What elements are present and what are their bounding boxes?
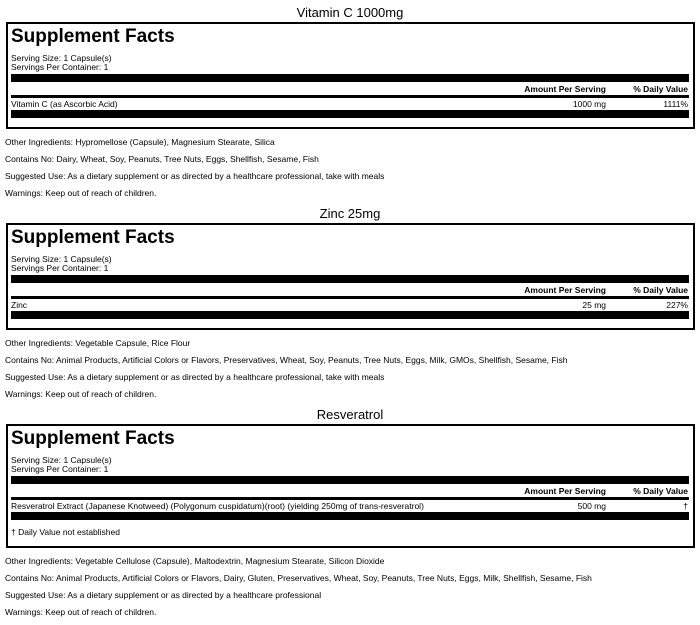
thick-divider: [11, 275, 689, 283]
serving-size: Serving Size: 1 Capsule(s): [11, 53, 112, 63]
nutrient-daily-value: 1111%: [663, 99, 688, 109]
serving-size: Serving Size: 1 Capsule(s): [11, 455, 112, 465]
daily-value-header: % Daily Value: [633, 84, 688, 94]
product-title: Vitamin C 1000mg: [296, 5, 404, 20]
nutrient-name: Zinc: [11, 300, 28, 310]
thick-divider: [11, 311, 689, 319]
warnings: Warnings: Keep out of reach of children.: [5, 188, 157, 198]
thick-divider: [11, 512, 689, 520]
facts-heading: Supplement Facts: [11, 428, 175, 449]
nutrient-amount: 500 mg: [577, 501, 606, 511]
supplement-facts-panel: [6, 424, 695, 548]
footnote: † Daily Value not established: [11, 527, 120, 537]
amount-per-serving-header: Amount Per Serving: [524, 486, 606, 496]
other-ingredients: Other Ingredients: Vegetable Cellulose (Capsule), Maltodextrin, Magnesium Stearate, Silicon Dioxide: [5, 556, 385, 566]
contains-no: Contains No: Animal Products, Artificial Colors or Flavors, Dairy, Gluten, Preservatives, Wheat, Soy, Peanuts, Tree Nuts, Eggs, Milk, Shellfish, Sesame, Fish: [5, 573, 592, 583]
nutrient-daily-value: 227%: [666, 300, 688, 310]
suggested-use: Suggested Use: As a dietary supplement or as directed by a healthcare professional, take with meals: [5, 372, 385, 382]
facts-heading: Supplement Facts: [11, 26, 175, 47]
supplement-facts-panel: [6, 223, 695, 330]
product-title: Resveratrol: [316, 407, 384, 422]
facts-heading: Supplement Facts: [11, 227, 175, 248]
suggested-use: Suggested Use: As a dietary supplement or as directed by a healthcare professional: [5, 590, 322, 600]
nutrient-name: Vitamin C (as Ascorbic Acid): [11, 99, 118, 109]
suggested-use: Suggested Use: As a dietary supplement or as directed by a healthcare professional, take with meals: [5, 171, 385, 181]
serving-size: Serving Size: 1 Capsule(s): [11, 254, 112, 264]
contains-no: Contains No: Animal Products, Artificial Colors or Flavors, Preservatives, Wheat, Soy, Peanuts, Tree Nuts, Eggs, Milk, GMOs, Shellfish, Sesame, Fish: [5, 355, 568, 365]
amount-per-serving-header: Amount Per Serving: [524, 84, 606, 94]
amount-per-serving-header: Amount Per Serving: [524, 285, 606, 295]
warnings: Warnings: Keep out of reach of children.: [5, 607, 157, 617]
nutrient-amount: 1000 mg: [572, 99, 606, 109]
thin-divider: [11, 95, 689, 98]
thin-divider: [11, 497, 689, 500]
thin-divider: [11, 296, 689, 299]
thick-divider: [11, 74, 689, 82]
thick-divider: [11, 110, 689, 118]
daily-value-header: % Daily Value: [633, 285, 688, 295]
servings-per-container: Servings Per Container: 1: [11, 263, 109, 273]
thick-divider: [11, 476, 689, 484]
nutrient-amount: 25 mg: [582, 300, 606, 310]
other-ingredients: Other Ingredients: Hypromellose (Capsule), Magnesium Stearate, Silica: [5, 137, 275, 147]
servings-per-container: Servings Per Container: 1: [11, 464, 109, 474]
servings-per-container: Servings Per Container: 1: [11, 62, 109, 72]
nutrient-name: Resveratrol Extract (Japanese Knotweed) (Polygonum cuspidatum)(root) (yielding 250mg of trans-resveratrol): [11, 501, 424, 511]
product-title: Zinc 25mg: [319, 206, 381, 221]
supplement-facts-panel: [6, 22, 695, 129]
contains-no: Contains No: Dairy, Wheat, Soy, Peanuts, Tree Nuts, Eggs, Shellfish, Sesame, Fish: [5, 154, 319, 164]
daily-value-header: % Daily Value: [633, 486, 688, 496]
warnings: Warnings: Keep out of reach of children.: [5, 389, 157, 399]
other-ingredients: Other Ingredients: Vegetable Capsule, Rice Flour: [5, 338, 191, 348]
nutrient-daily-value: †: [683, 501, 688, 511]
